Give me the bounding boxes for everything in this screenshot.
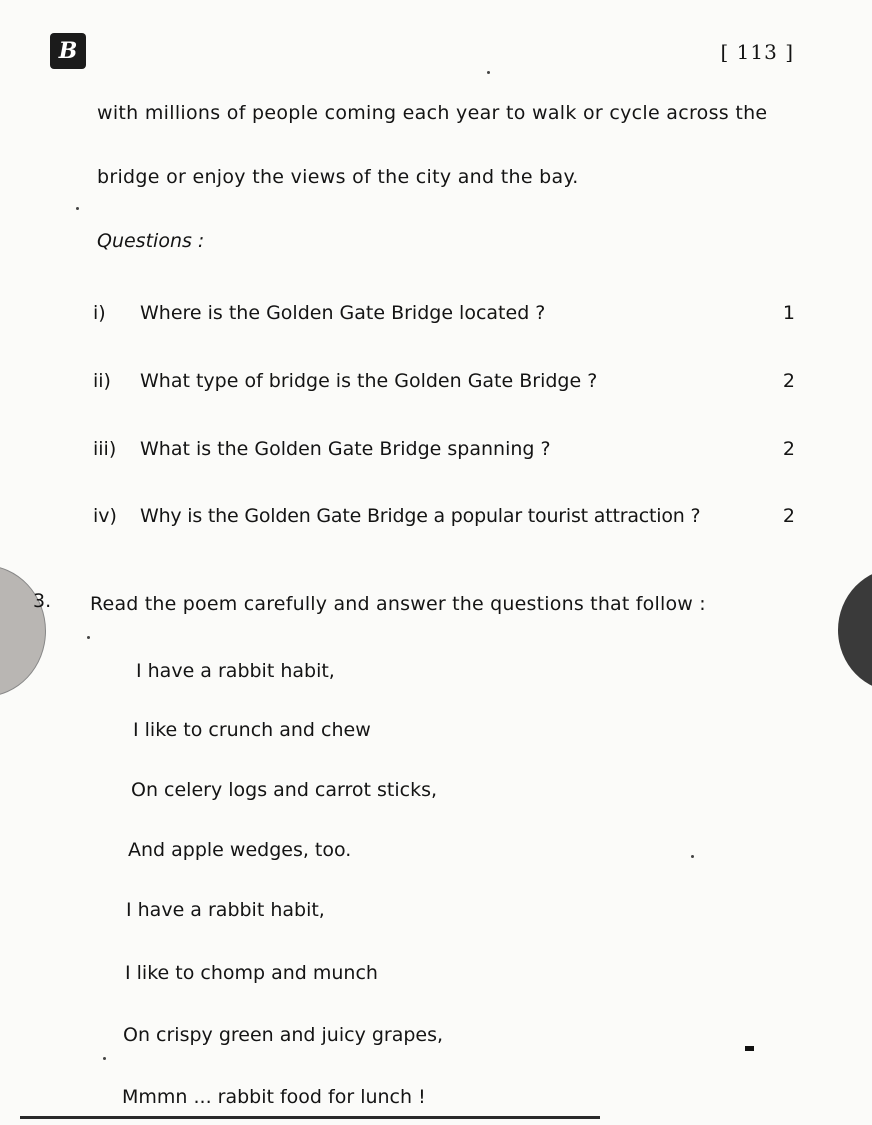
paragraph-line: bridge or enjoy the views of the city and the bay. bbox=[97, 166, 579, 188]
section-number: 3. bbox=[33, 590, 52, 612]
question-marks: 2 bbox=[782, 505, 795, 527]
punch-hole-right bbox=[838, 568, 872, 692]
poem-line: I like to crunch and chew bbox=[133, 719, 371, 741]
poem-line: On celery logs and carrot sticks, bbox=[131, 779, 438, 801]
poem-line: I have a rabbit habit, bbox=[126, 899, 325, 921]
question-marks: 2 bbox=[782, 370, 795, 392]
page-number: [ 113 ] bbox=[720, 40, 794, 64]
ink-speck bbox=[691, 855, 694, 858]
question-text: What is the Golden Gate Bridge spanning ? bbox=[140, 438, 551, 460]
ink-mark bbox=[745, 1046, 754, 1051]
question-number: iv) bbox=[93, 505, 117, 527]
question-number: iii) bbox=[93, 438, 117, 460]
question-text: Where is the Golden Gate Bridge located ? bbox=[140, 302, 546, 324]
poem-line: On crispy green and juicy grapes, bbox=[123, 1024, 444, 1046]
question-item bbox=[93, 438, 803, 468]
ink-speck bbox=[76, 207, 79, 210]
bottom-rule bbox=[20, 1116, 600, 1119]
ink-speck bbox=[103, 1057, 106, 1060]
question-marks: 1 bbox=[782, 302, 795, 324]
ink-speck bbox=[487, 71, 490, 74]
question-text: What type of bridge is the Golden Gate Bridge ? bbox=[140, 370, 598, 392]
question-item bbox=[93, 302, 803, 332]
questions-heading: Questions : bbox=[97, 230, 205, 252]
question-marks: 2 bbox=[782, 438, 795, 460]
punch-hole-left bbox=[0, 565, 46, 697]
question-item bbox=[93, 505, 803, 535]
poem-line: And apple wedges, too. bbox=[128, 839, 352, 861]
ink-speck bbox=[87, 636, 90, 639]
question-number: ii) bbox=[93, 370, 111, 392]
paragraph-line: with millions of people coming each year to walk or cycle across the bbox=[97, 102, 768, 124]
question-item bbox=[93, 370, 803, 400]
poem-line: I like to chomp and munch bbox=[125, 962, 378, 984]
question-number: i) bbox=[93, 302, 106, 324]
section-badge: B bbox=[50, 33, 86, 69]
poem-line: Mmmn ... rabbit food for lunch ! bbox=[122, 1086, 426, 1108]
question-text: Why is the Golden Gate Bridge a popular tourist attraction ? bbox=[140, 505, 701, 527]
section-instruction: Read the poem carefully and answer the questions that follow : bbox=[90, 593, 706, 615]
poem-line: I have a rabbit habit, bbox=[136, 660, 335, 682]
